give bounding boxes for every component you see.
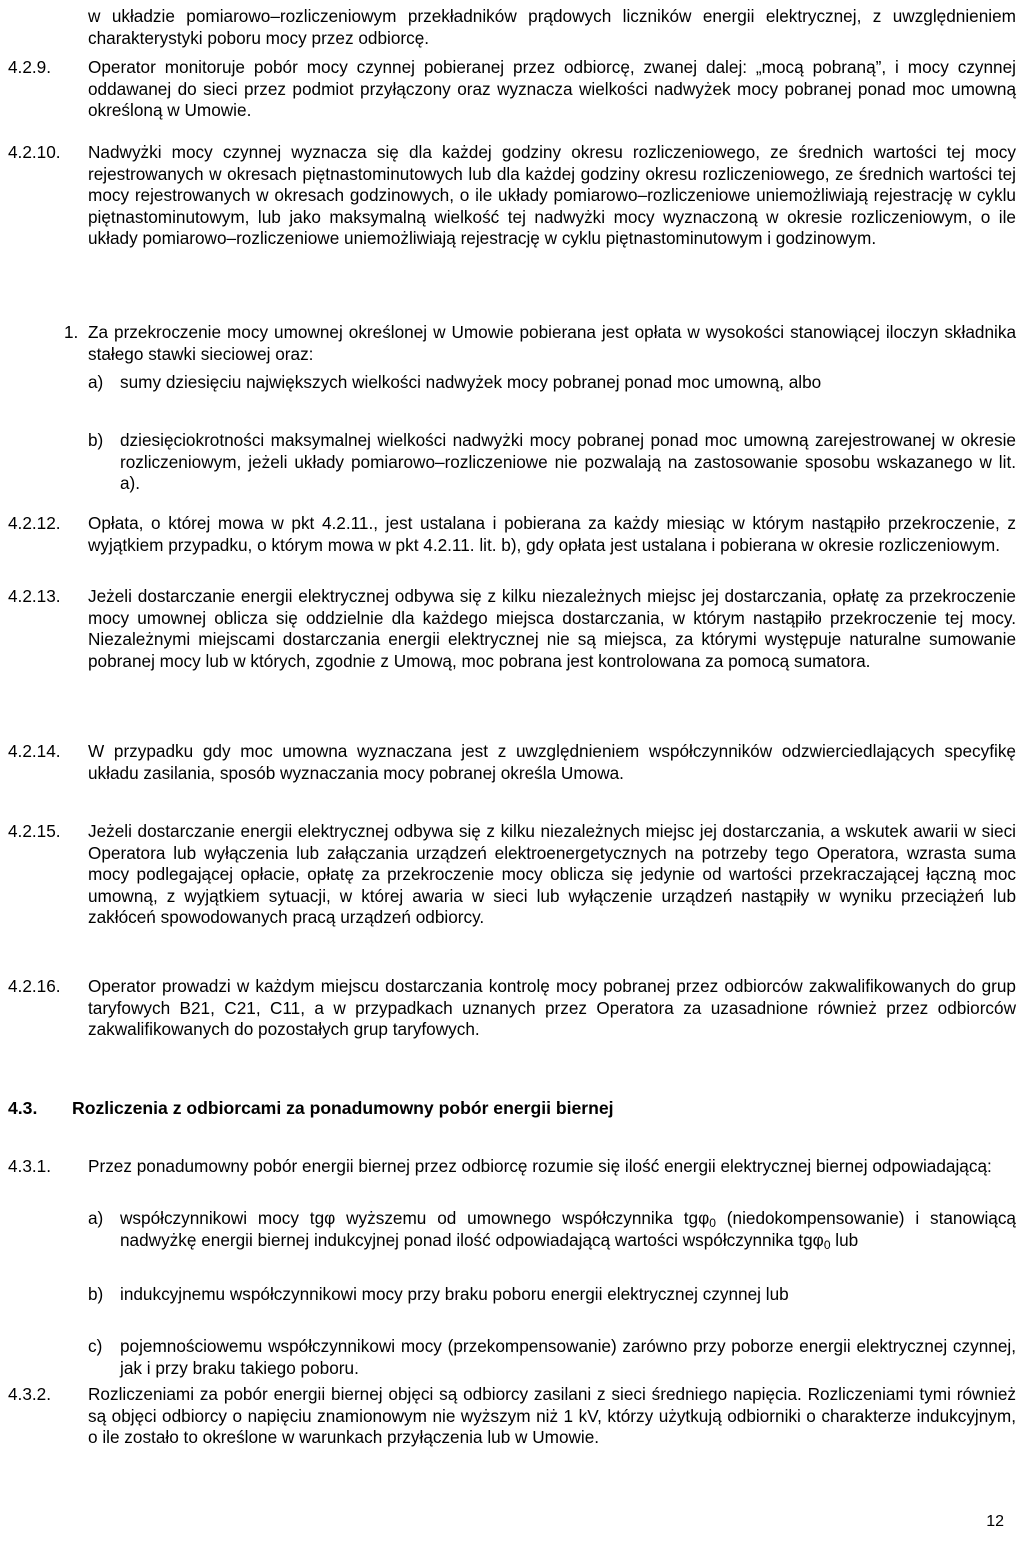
list-text: sumy dziesięciu największych wielkości nadwyżek mocy pobranej ponad moc umowną, albo bbox=[120, 372, 822, 392]
section-text: W przypadku gdy moc umowna wyznaczana jest z uwzględnieniem współczynników odzwierciedlających specyfikę układu zasilania, sposób wyznaczania mocy pobranej określa Umowa. bbox=[88, 741, 1016, 783]
section-number: 4.2.13. bbox=[8, 586, 61, 606]
section-text: Opłata, o której mowa w pkt 4.2.11., jest ustalana i pobierana za każdy miesiąc w którym nastąpiło przekroczenie, z wyjątkiem przypadku, o którym mowa w pkt 4.2.11. lit. b), gdy opłata jest ustalana i pobierana w okresie rozliczeniowym. bbox=[88, 513, 1016, 555]
list-item-b bbox=[88, 430, 1016, 495]
list-label: b) bbox=[88, 1284, 104, 1304]
section-text: Przez ponadumowny pobór energii biernej przez odbiorcę rozumie się ilość energii elektrycznej biernej odpowiadającą: bbox=[88, 1156, 992, 1176]
list-label: a) bbox=[88, 1208, 104, 1228]
section-4-2-15 bbox=[8, 821, 1016, 929]
section-number: 4.2.15. bbox=[8, 821, 61, 841]
section-text: Operator monitoruje pobór mocy czynnej pobieranej przez odbiorcę, zwanej dalej: „mocą pobraną”, i mocy czynnej oddawanej do sieci przez podmiot przyłączony oraz wyznacza wielkości nadwyżek mocy pobranej ponad moc umowną określoną w Umowie. bbox=[88, 57, 1016, 121]
list-item-a bbox=[88, 372, 1016, 394]
section-number: 4.2.16. bbox=[8, 976, 61, 996]
section-text: Jeżeli dostarczanie energii elektrycznej odbywa się z kilku niezależnych miejsc jej dostarczania, a wskutek awarii w sieci Operatora lub wyłączenia lub załączania urządzeń elektroenergetycznych na potrzeby tego Operatora, wzrasta suma mocy podlegającej opłacie, opłatę za przekroczenie mocy oblicza się jedynie od wartości przekraczającej łączną moc umowną, z wyjątkiem sytuacji, w której awaria w sieci lub wyłączenie urządzeń nastąpiły w wyniku przeciążeń lub zakłóceń spowodowanych pracą urządzeń odbiorcy. bbox=[88, 821, 1016, 928]
section-text: Operator prowadzi w każdym miejscu dostarczania kontrolę mocy pobranej przez odbiorców zakwalifikowanych do grup taryfowych B21, C21, C11, a w przypadkach uznanych przez Operatora za uzasadnione również przez odbiorców zakwalifikowanych do pozostałych grup taryfowych. bbox=[88, 976, 1016, 1040]
section-4-2-9 bbox=[8, 57, 1016, 122]
list-label: b) bbox=[88, 430, 104, 450]
section-text: Jeżeli dostarczanie energii elektrycznej odbywa się z kilku niezależnych miejsc jej dostarczania, opłatę za przekroczenie mocy umownej oblicza się oddzielnie dla każdego miejsca dostarczania, w którym nastąpiło przekroczenie tej mocy. Niezależnymi miejscami dostarczania energii elektrycznej nie są miejsca, za którymi występuje naturalne sumowanie pobranej mocy lub w których, zgodnie z Umową, moc pobrana jest kontrolowana za pomocą sumatora. bbox=[88, 586, 1016, 671]
section-4-2-12 bbox=[8, 513, 1016, 556]
section-number: 4.3.1. bbox=[8, 1156, 52, 1176]
section-1 bbox=[64, 322, 1016, 365]
section-text: Rozliczeniami za pobór energii biernej objęci są odbiorcy zasilani z sieci średniego napięcia. Rozliczeniami tymi również są objęci odbiorcy o napięciu znamionowym nie wyższym niż 1 kV, którzy użytkują odbiorniki o charakterze indukcyjnym, o ile zostało to określone w warunkach przyłączenia lub w Umowie. bbox=[88, 1384, 1016, 1448]
list-item-c bbox=[88, 1336, 1016, 1379]
section-number: 4.2.10. bbox=[8, 142, 61, 162]
list-text: pojemnościowemu współczynnikowi mocy (przekompensowanie) zarówno przy poborze energii elektrycznej czynnej, jak i przy braku takiego poboru. bbox=[120, 1336, 1016, 1378]
list-item-a bbox=[88, 1208, 1016, 1252]
section-number: 4.2.9. bbox=[8, 57, 52, 77]
section-4-2-16 bbox=[8, 976, 1016, 1041]
list-text: współczynnikowi mocy tgφ wyższemu od umownego współczynnika tgφ$_0$ (niedokompensowanie) i stanowiącą nadwyżkę energii biernej indukcyjnej ponad ilość odpowiadającą wartości współczynnika tgφ$_0$ lub bbox=[120, 1208, 1016, 1252]
section-4-2-10 bbox=[8, 142, 1016, 250]
heading-text: Rozliczenia z odbiorcami za ponadumowny pobór energii biernej bbox=[72, 1098, 614, 1118]
intro-paragraph: w układzie pomiarowo–rozliczeniowym przekładników prądowych liczników energii elektrycznej, z uwzględnieniem charakterystyki poboru mocy przez odbiorcę. bbox=[88, 6, 1016, 48]
section-number: 4.2.14. bbox=[8, 741, 61, 761]
section-number: 1. bbox=[64, 322, 79, 342]
list-text: dziesięciokrotności maksymalnej wielkości nadwyżki mocy pobranej ponad moc umowną zarejestrowanej w okresie rozliczeniowym, jeżeli układy pomiarowo–rozliczeniowe nie pozwalają na zastosowanie sposobu wskazanego w lit. a). bbox=[120, 430, 1016, 494]
subscript-zero: 0 bbox=[823, 1237, 831, 1252]
page-number: 12 bbox=[986, 1513, 1004, 1530]
list-item-b bbox=[88, 1284, 1016, 1306]
list-label: a) bbox=[88, 372, 104, 392]
list-text: indukcyjnemu współczynnikowi mocy przy braku poboru energii elektrycznej czynnej lub bbox=[120, 1284, 789, 1304]
list-label: c) bbox=[88, 1336, 103, 1356]
section-number: 4.2.12. bbox=[8, 513, 61, 533]
section-4-2-14 bbox=[8, 741, 1016, 784]
section-number: 4.3.2. bbox=[8, 1384, 52, 1404]
section-text: Nadwyżki mocy czynnej wyznacza się dla każdej godziny okresu rozliczeniowego, ze średnich wartości tej mocy rejestrowanych w okresach piętnastominutowych lub dla każdej godziny okresu rozliczeniowego, ze średnich wartości tej mocy rejestrowanych w okresach godzinowych, o ile układy pomiarowo–rozliczeniowe uniemożliwiają rejestrację w cyklu piętnastominutowym, lub jako maksymalną wielkość tej nadwyżki mocy wyznaczoną w okresie rozliczeniowym, o ile układy pomiarowo–rozliczeniowe uniemożliwiają rejestrację w cyklu piętnastominutowym i godzinowym. bbox=[88, 142, 1016, 249]
section-heading-4-3 bbox=[8, 1098, 1008, 1122]
heading-number: 4.3. bbox=[8, 1098, 38, 1118]
section-4-3-2 bbox=[8, 1384, 1016, 1449]
section-4-3-1 bbox=[8, 1156, 1016, 1178]
subscript-zero: 0 bbox=[709, 1216, 716, 1230]
section-4-2-13 bbox=[8, 586, 1016, 672]
section-text: Za przekroczenie mocy umownej określonej w Umowie pobierana jest opłata w wysokości stanowiącej iloczyn składnika stałego stawki sieciowej oraz: bbox=[88, 322, 1016, 364]
